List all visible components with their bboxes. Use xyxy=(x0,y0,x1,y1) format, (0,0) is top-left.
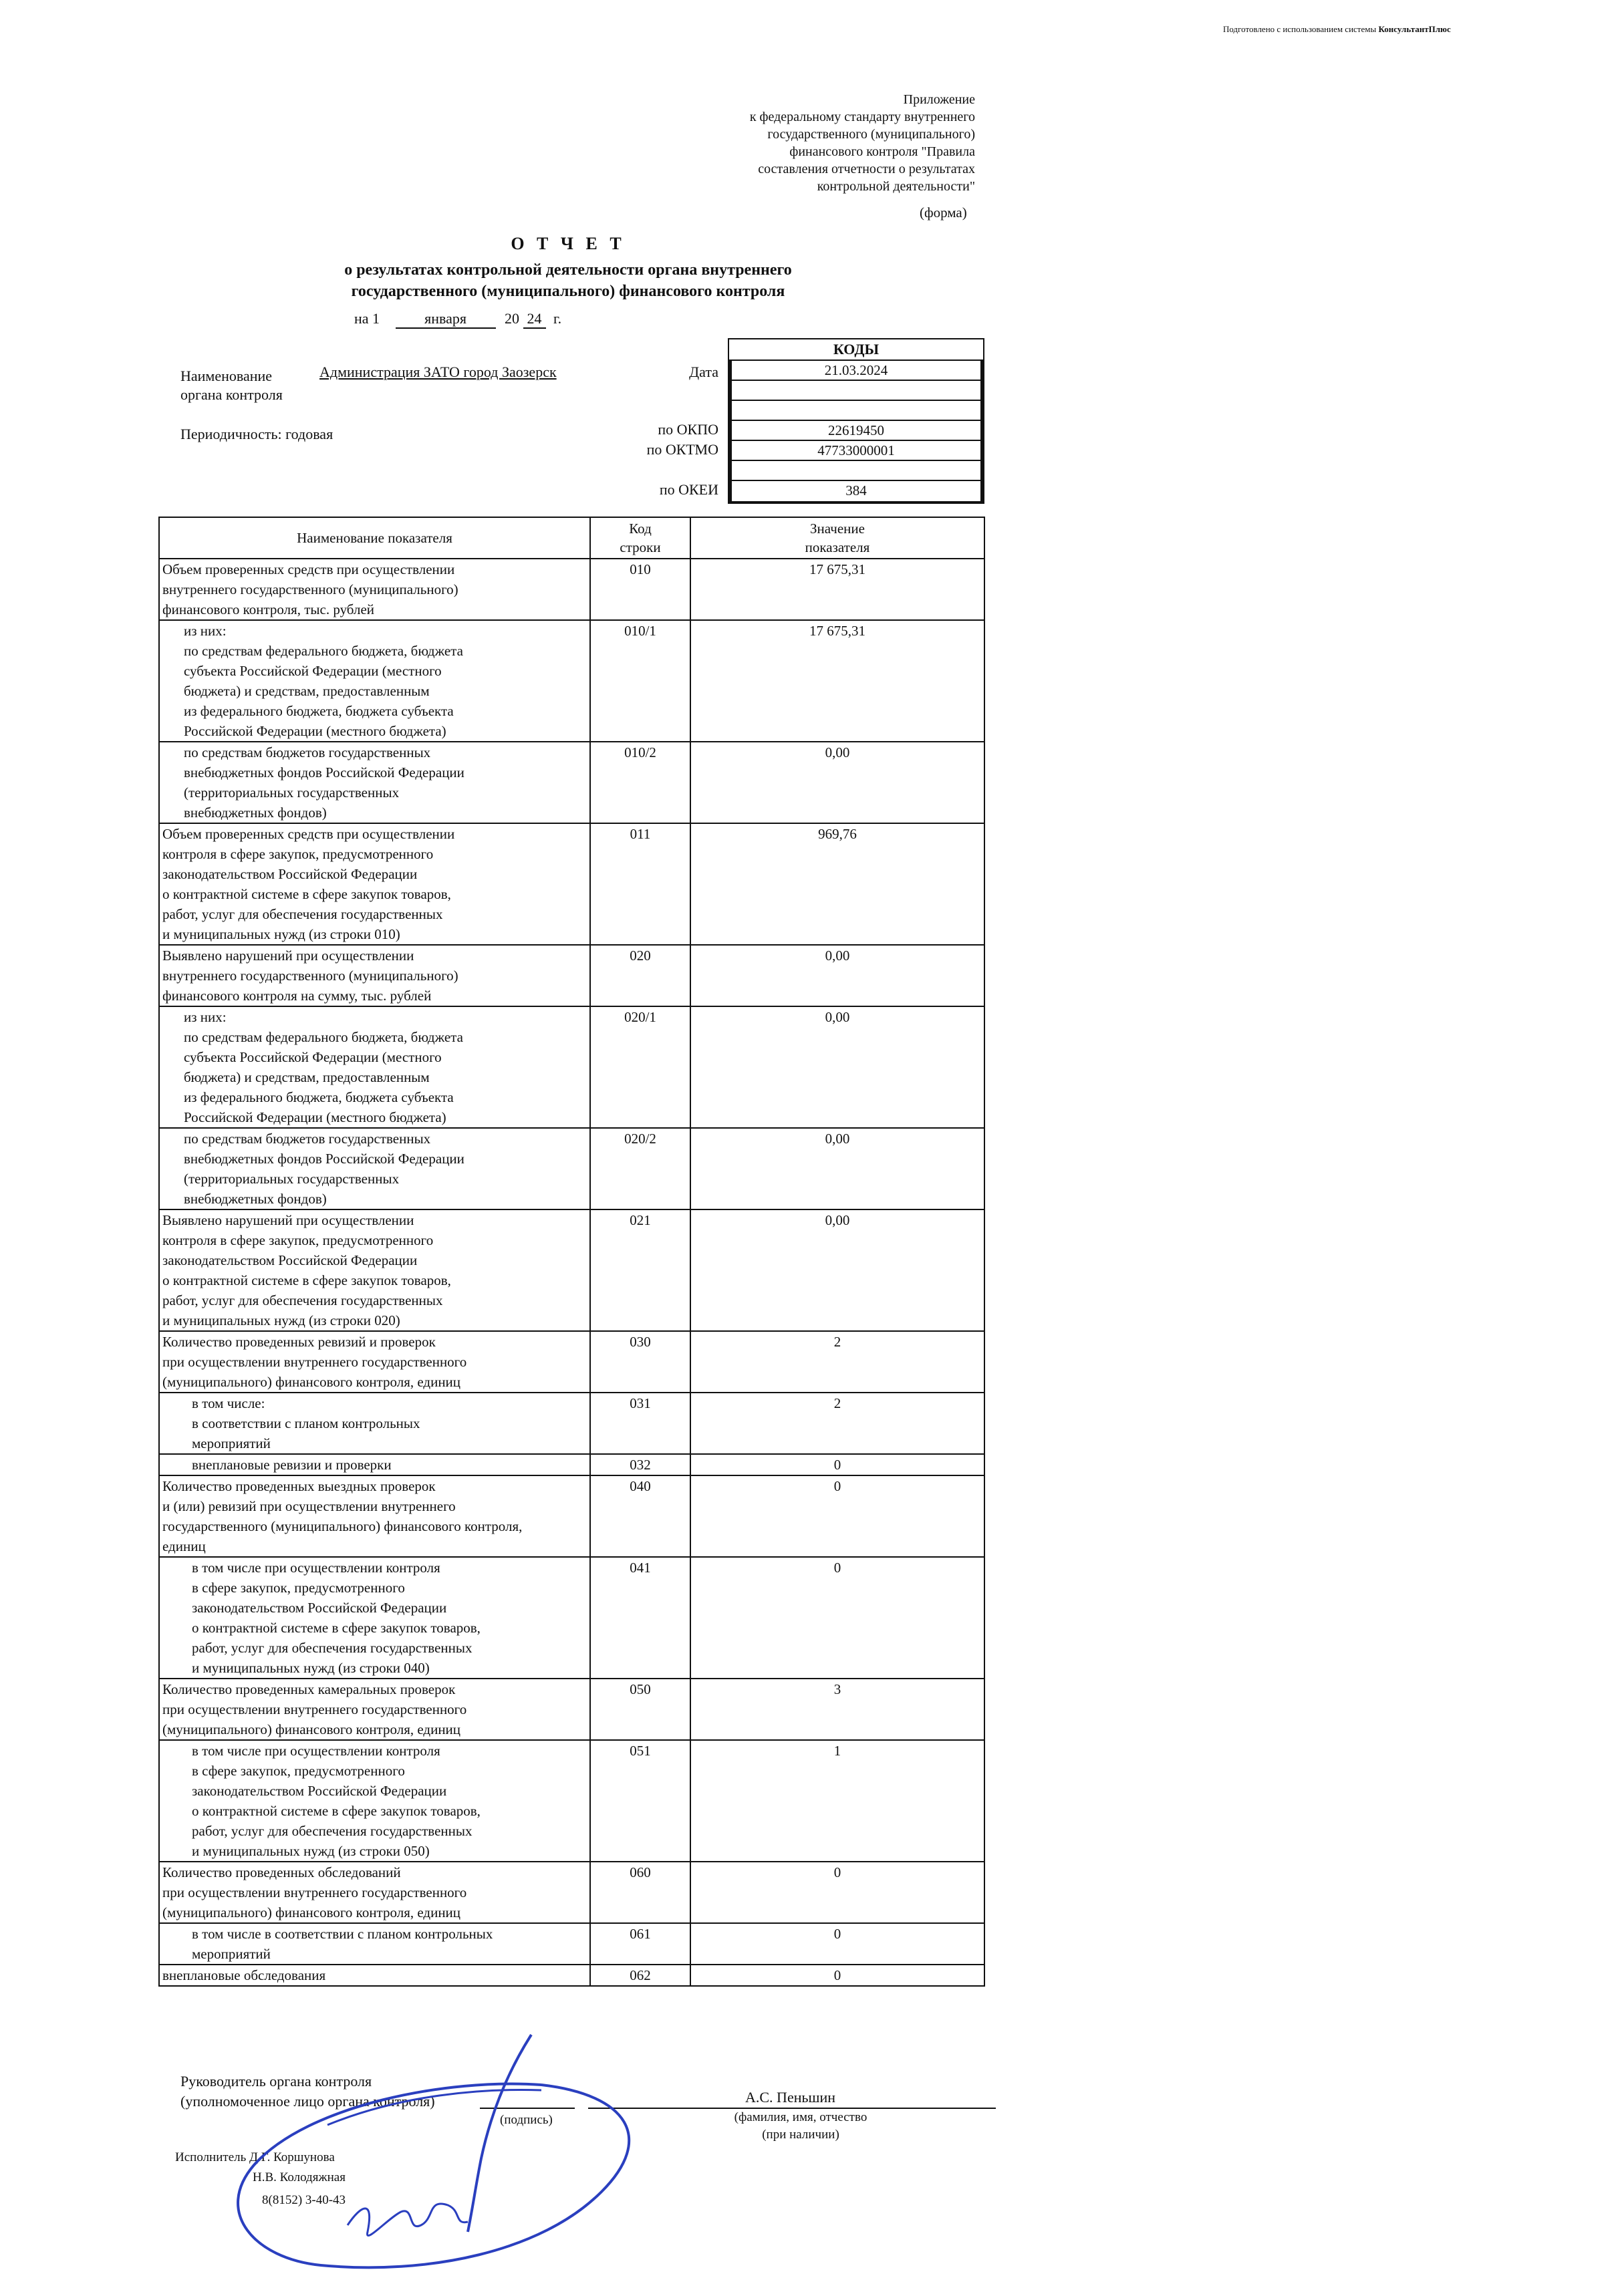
row-name xyxy=(159,742,590,823)
row-name-line: внутреннего государственного (муниципального) xyxy=(162,968,458,984)
row-name-line: из них: xyxy=(184,623,227,639)
codes-header: КОДЫ xyxy=(729,339,983,361)
appendix-line: финансового контроля "Правила xyxy=(789,144,975,159)
org-label-line: Наименование xyxy=(180,368,273,384)
appendix-line: государственного (муниципального) xyxy=(767,127,975,142)
table-row xyxy=(159,1128,984,1209)
row-name-line: и (или) ревизий при осуществлении внутреннего xyxy=(162,1498,456,1514)
row-name-line: бюджета) и средствам, предоставленным xyxy=(184,1069,430,1085)
org-name: Администрация ЗАТО город Заозерск xyxy=(319,364,557,380)
row-name-line: Выявлено нарушений при осуществлении xyxy=(162,948,414,964)
head-name: А.С. Пеньшин xyxy=(745,2089,836,2106)
table-row xyxy=(159,620,984,742)
table-row xyxy=(159,1209,984,1331)
row-name-line: государственного (муниципального) финансового контроля, xyxy=(162,1518,523,1534)
report-title: О Т Ч Е Т xyxy=(511,234,626,253)
date-month: января xyxy=(396,310,496,329)
row-value: 2 xyxy=(690,1331,984,1393)
row-name-line: финансового контроля на сумму, тыс. рублей xyxy=(162,988,432,1004)
header-value xyxy=(690,517,984,559)
row-name-line: Объем проверенных средств при осуществлении xyxy=(162,826,455,842)
row-name-line: бюджета) и средствам, предоставленным xyxy=(184,683,430,699)
row-name-line: при осуществлении внутреннего государственного xyxy=(162,1354,467,1370)
row-name-line: Количество проведенных обследований xyxy=(162,1864,401,1880)
row-name-line: законодательством Российской Федерации xyxy=(192,1600,447,1616)
report-subtitle-1: о результатах контрольной деятельности органа внутреннего xyxy=(344,261,792,279)
table-row xyxy=(159,1740,984,1862)
row-name-line: контроля в сфере закупок, предусмотренного xyxy=(162,846,434,862)
code-date: 21.03.2024 xyxy=(732,361,980,381)
executor-1: Исполнитель Д.Г. Коршунова xyxy=(175,2150,335,2164)
row-name-line: о контрактной системе в сфере закупок товаров, xyxy=(192,1803,481,1819)
row-code: 061 xyxy=(590,1923,690,1965)
indicators-table xyxy=(158,517,985,1987)
table-row xyxy=(159,1557,984,1679)
row-name-line: мероприятий xyxy=(192,1946,271,1962)
row-name xyxy=(159,1679,590,1740)
row-value: 0,00 xyxy=(690,945,984,1006)
row-name xyxy=(159,1393,590,1454)
appendix-block xyxy=(668,91,975,195)
table-row xyxy=(159,1862,984,1923)
row-name-line: о контрактной системе в сфере закупок товаров, xyxy=(192,1620,481,1636)
date-year-prefix: 20 xyxy=(505,310,520,327)
consultant-note xyxy=(1223,24,1451,35)
row-name-line: (муниципального) финансового контроля, единиц xyxy=(162,1721,461,1737)
row-name-line: (территориальных государственных xyxy=(184,1171,400,1187)
head-label-line: Руководитель органа контроля xyxy=(180,2073,372,2090)
row-value: 1 xyxy=(690,1740,984,1862)
row-name-line: Российской Федерации (местного бюджета) xyxy=(184,1109,446,1125)
code-empty-row xyxy=(732,381,980,401)
header-code-line: Код xyxy=(629,521,652,537)
report-date-line xyxy=(354,310,561,329)
row-code: 020/1 xyxy=(590,1006,690,1128)
row-value: 0 xyxy=(690,1557,984,1679)
row-code: 010/1 xyxy=(590,620,690,742)
row-code: 050 xyxy=(590,1679,690,1740)
name-caption-line: (фамилия, имя, отчество xyxy=(734,2110,867,2124)
oktmo-label: по ОКТМО xyxy=(646,441,718,458)
row-name-line: мероприятий xyxy=(192,1435,271,1451)
header-value-line: Значение xyxy=(810,521,865,537)
row-name-line: законодательством Российской Федерации xyxy=(192,1783,447,1799)
row-name xyxy=(159,559,590,620)
row-value: 0,00 xyxy=(690,1006,984,1128)
code-okpo: 22619450 xyxy=(732,421,980,441)
row-value: 17 675,31 xyxy=(690,620,984,742)
row-name xyxy=(159,1923,590,1965)
name-caption-line: (при наличии) xyxy=(762,2128,839,2142)
row-name-line: о контрактной системе в сфере закупок товаров, xyxy=(162,1272,451,1288)
row-value: 0 xyxy=(690,1862,984,1923)
row-name xyxy=(159,1006,590,1128)
executor-2: Н.В. Колодяжная xyxy=(253,2170,346,2184)
row-name xyxy=(159,1557,590,1679)
row-name xyxy=(159,1965,590,1986)
row-name-line: единиц xyxy=(162,1538,206,1554)
date-suffix: г. xyxy=(553,310,562,327)
row-name-line: при осуществлении внутреннего государственного xyxy=(162,1701,467,1717)
header-value-line: показателя xyxy=(805,539,870,555)
note-prefix: Подготовлено с использованием системы xyxy=(1223,24,1377,34)
row-name xyxy=(159,1862,590,1923)
row-name-line: финансового контроля, тыс. рублей xyxy=(162,601,374,617)
row-name-line: Выявлено нарушений при осуществлении xyxy=(162,1212,414,1228)
row-code: 030 xyxy=(590,1331,690,1393)
row-name-line: по средствам федерального бюджета, бюджета xyxy=(184,1029,463,1045)
row-name-line: по средствам федерального бюджета, бюджета xyxy=(184,643,463,659)
row-name-line: контроля в сфере закупок, предусмотренного xyxy=(162,1232,434,1248)
row-value: 2 xyxy=(690,1393,984,1454)
table-row xyxy=(159,945,984,1006)
row-value: 0 xyxy=(690,1475,984,1557)
row-value: 0 xyxy=(690,1454,984,1475)
row-name-line: Количество проведенных выездных проверок xyxy=(162,1478,436,1494)
table-row xyxy=(159,1923,984,1965)
row-name-line: законодательством Российской Федерации xyxy=(162,1252,418,1268)
row-value: 969,76 xyxy=(690,823,984,945)
org-label xyxy=(180,367,283,404)
row-name-line: субъекта Российской Федерации (местного xyxy=(184,663,442,679)
row-name-line: (муниципального) финансового контроля, единиц xyxy=(162,1904,461,1920)
appendix-line: к федеральному стандарту внутреннего xyxy=(749,110,975,124)
name-caption xyxy=(720,2109,881,2144)
row-name xyxy=(159,1128,590,1209)
row-name-line: и муниципальных нужд (из строки 050) xyxy=(192,1843,430,1859)
okei-label: по ОКЕИ xyxy=(659,481,718,498)
note-brand: КонсультантПлюс xyxy=(1378,24,1451,34)
table-row xyxy=(159,1679,984,1740)
executor-phone: 8(8152) 3-40-43 xyxy=(262,2193,346,2207)
code-okei: 384 xyxy=(845,482,867,498)
table-row xyxy=(159,823,984,945)
row-name xyxy=(159,1454,590,1475)
row-name-line: по средствам бюджетов государственных xyxy=(184,744,431,760)
row-value: 0,00 xyxy=(690,742,984,823)
row-name-line: в том числе в соответствии с планом контрольных xyxy=(192,1926,493,1942)
okpo-label: по ОКПО xyxy=(658,421,718,438)
table-row xyxy=(159,1331,984,1393)
row-name-line: в том числе при осуществлении контроля xyxy=(192,1560,440,1576)
code-empty-row xyxy=(732,401,980,421)
row-code: 060 xyxy=(590,1862,690,1923)
row-value: 3 xyxy=(690,1679,984,1740)
row-name-line: внеплановые обследования xyxy=(162,1967,326,1983)
row-name-line: Количество проведенных камеральных проверок xyxy=(162,1681,456,1697)
row-code: 010 xyxy=(590,559,690,620)
row-name-line: внебюджетных фондов Российской Федерации xyxy=(184,764,464,780)
table-body xyxy=(159,559,984,1986)
row-name xyxy=(159,1209,590,1331)
header-code-line: строки xyxy=(620,539,661,555)
row-name xyxy=(159,1740,590,1862)
row-name-line: внебюджетных фондов Российской Федерации xyxy=(184,1151,464,1167)
row-name-line: (муниципального) финансового контроля, единиц xyxy=(162,1374,461,1390)
row-name-line: законодательством Российской Федерации xyxy=(162,866,418,882)
row-name xyxy=(159,1475,590,1557)
row-name-line: в сфере закупок, предусмотренного xyxy=(192,1580,405,1596)
row-name-line: в соответствии с планом контрольных xyxy=(192,1415,420,1431)
header-code xyxy=(590,517,690,559)
date-prefix: на 1 xyxy=(354,310,380,327)
table-row xyxy=(159,1475,984,1557)
row-name xyxy=(159,1331,590,1393)
row-value: 0,00 xyxy=(690,1128,984,1209)
row-code: 040 xyxy=(590,1475,690,1557)
table-row xyxy=(159,1393,984,1454)
date-label: Дата xyxy=(689,364,718,380)
row-name-line: и муниципальных нужд (из строки 020) xyxy=(162,1312,400,1328)
row-name-line: Количество проведенных ревизий и проверок xyxy=(162,1334,436,1350)
row-name-line: о контрактной системе в сфере закупок товаров, xyxy=(162,886,451,902)
row-name-line: из федерального бюджета, бюджета субъекта xyxy=(184,703,454,719)
row-name xyxy=(159,823,590,945)
table-row xyxy=(159,742,984,823)
row-value: 17 675,31 xyxy=(690,559,984,620)
table-header-row xyxy=(159,517,984,559)
row-name-line: субъекта Российской Федерации (местного xyxy=(184,1049,442,1065)
row-name-line: работ, услуг для обеспечения государственных xyxy=(162,906,443,922)
row-name-line: (территориальных государственных xyxy=(184,784,400,801)
row-code: 020/2 xyxy=(590,1128,690,1209)
table-row xyxy=(159,1454,984,1475)
row-value: 0 xyxy=(690,1923,984,1965)
row-name-line: и муниципальных нужд (из строки 010) xyxy=(162,926,400,942)
row-name-line: Объем проверенных средств при осуществлении xyxy=(162,561,455,577)
appendix-line: Приложение xyxy=(903,92,975,107)
row-name-line: работ, услуг для обеспечения государственных xyxy=(192,1823,473,1839)
row-name-line: по средствам бюджетов государственных xyxy=(184,1131,431,1147)
codes-box xyxy=(729,361,983,504)
code-empty-row xyxy=(732,461,980,481)
row-name-line: из федерального бюджета, бюджета субъекта xyxy=(184,1089,454,1105)
row-code: 062 xyxy=(590,1965,690,1986)
table-row xyxy=(159,1965,984,1986)
signature-caption: (подпись) xyxy=(500,2113,553,2127)
row-code: 051 xyxy=(590,1740,690,1862)
row-name-line: и муниципальных нужд (из строки 040) xyxy=(192,1660,430,1676)
row-value: 0,00 xyxy=(690,1209,984,1331)
row-name-line: Российской Федерации (местного бюджета) xyxy=(184,723,446,739)
header-name: Наименование показателя xyxy=(159,517,590,559)
report-subtitle-2: государственного (муниципального) финансового контроля xyxy=(351,283,785,300)
row-name-line: при осуществлении внутреннего государственного xyxy=(162,1884,467,1900)
row-name-line: внеплановые ревизии и проверки xyxy=(192,1457,392,1473)
row-name-line: в том числе: xyxy=(192,1395,265,1411)
row-code: 020 xyxy=(590,945,690,1006)
appendix-line: контрольной деятельности" xyxy=(817,179,975,194)
row-name xyxy=(159,620,590,742)
row-code: 031 xyxy=(590,1393,690,1454)
codes-table xyxy=(728,338,984,504)
org-label-line: органа контроля xyxy=(180,386,283,403)
row-code: 041 xyxy=(590,1557,690,1679)
row-name-line: работ, услуг для обеспечения государственных xyxy=(192,1640,473,1656)
row-code: 010/2 xyxy=(590,742,690,823)
row-name xyxy=(159,945,590,1006)
date-year: 24 xyxy=(523,310,546,329)
row-value: 0 xyxy=(690,1965,984,1986)
appendix-line: составления отчетности о результатах xyxy=(758,162,975,176)
head-label-line: (уполномоченное лицо органа контроля) xyxy=(180,2093,435,2110)
row-name-line: в сфере закупок, предусмотренного xyxy=(192,1763,405,1779)
row-name-line: работ, услуг для обеспечения государственных xyxy=(162,1292,443,1308)
row-name-line: из них: xyxy=(184,1009,227,1025)
table-row xyxy=(159,559,984,620)
table-row xyxy=(159,1006,984,1128)
row-name-line: в том числе при осуществлении контроля xyxy=(192,1743,440,1759)
row-name-line: внутреннего государственного (муниципального) xyxy=(162,581,458,597)
handwritten-signature xyxy=(227,2031,695,2285)
row-code: 032 xyxy=(590,1454,690,1475)
row-name-line: внебюджетных фондов) xyxy=(184,805,327,821)
row-code: 011 xyxy=(590,823,690,945)
code-oktmo: 47733000001 xyxy=(732,441,980,461)
periodicity-label: Периодичность: годовая xyxy=(180,426,333,442)
forma-label: (форма) xyxy=(920,204,967,221)
row-name-line: внебюджетных фондов) xyxy=(184,1191,327,1207)
row-code: 021 xyxy=(590,1209,690,1331)
